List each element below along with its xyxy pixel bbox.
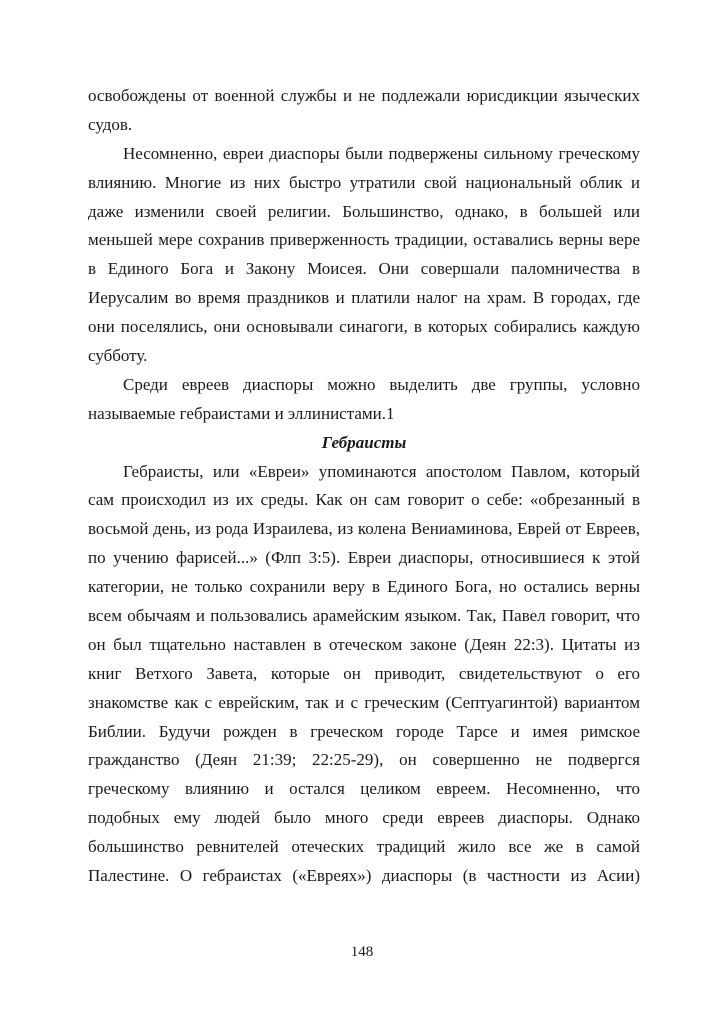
text-line: большинство ревнителей отеческих традиций жило все же в самой <box>88 837 640 857</box>
text-line: греческому влиянию и остался целиком евреем. Несомненно, что <box>88 779 640 799</box>
text-line: всем обычаям и пользовались арамейским языком. Так, Павел говорит, что <box>88 606 640 626</box>
text-line: гражданство (Деян 21:39; 22:25-29), он совершенно не подвергся <box>88 750 640 770</box>
text-line: знакомстве как с еврейским, так и с греческим (Септуагинтой) вариантом <box>88 692 640 712</box>
text-line: освобождены от военной службы и не подлежали юрисдикции языческих <box>88 86 640 105</box>
text-line: судов. <box>88 114 133 134</box>
text-line: влиянию. Многие из них быстро утратили свой национальный облик и <box>88 172 640 192</box>
text-line: меньшей мере сохранив приверженность традиции, оставались верны вере <box>88 230 640 250</box>
section-heading: Гебраисты <box>321 432 407 452</box>
text-line: категории, не только сохранили веру в Единого Бога, но остались верны <box>88 577 640 597</box>
text-line: по учению фарисей...» (Флп 3:5). Евреи диаспоры, относившиеся к этой <box>88 548 640 568</box>
text-line: Несомненно, евреи диаспоры были подвержены сильному греческому <box>123 143 640 163</box>
page-body <box>88 82 640 891</box>
text-line: называемые гебраистами и эллинистами.1 <box>88 403 395 423</box>
text-line: он был тщательно наставлен в отеческом законе (Деян 22:3). Цитаты из <box>88 634 640 654</box>
text-line: Палестине. О гебраистах («Евреях») диаспоры (в частности из Асии) <box>88 866 640 886</box>
page-number: 148 <box>350 944 374 960</box>
text-line: даже изменили своей религии. Большинство, однако, в большей или <box>88 201 640 221</box>
text-line: они поселялись, они основывали синагоги, в которых собирались каждую <box>88 317 640 337</box>
text-line: Библии. Будучи рожден в греческом городе Тарсе и имея римское <box>88 721 640 741</box>
text-line: в Единого Бога и Закону Моисея. Они совершали паломничества в <box>88 259 640 279</box>
text-line: Гебраисты, или «Евреи» упоминаются апостолом Павлом, который <box>123 461 640 481</box>
text-line: сам происходил из их среды. Как он сам говорит о себе: «обрезанный в <box>88 490 640 510</box>
text-line: субботу. <box>88 346 148 366</box>
text-line: подобных ему людей было много среди евреев диаспоры. Однако <box>88 808 640 828</box>
text-line: книг Ветхого Завета, которые он приводит, свидетельствуют о его <box>88 663 640 683</box>
text-line: восьмой день, из рода Израилева, из колена Вениаминова, Еврей от Евреев, <box>88 519 640 539</box>
text-line: Иерусалим во время праздников и платили налог на храм. В городах, где <box>88 288 640 308</box>
text-line: Среди евреев диаспоры можно выделить две группы, условно <box>123 374 640 394</box>
